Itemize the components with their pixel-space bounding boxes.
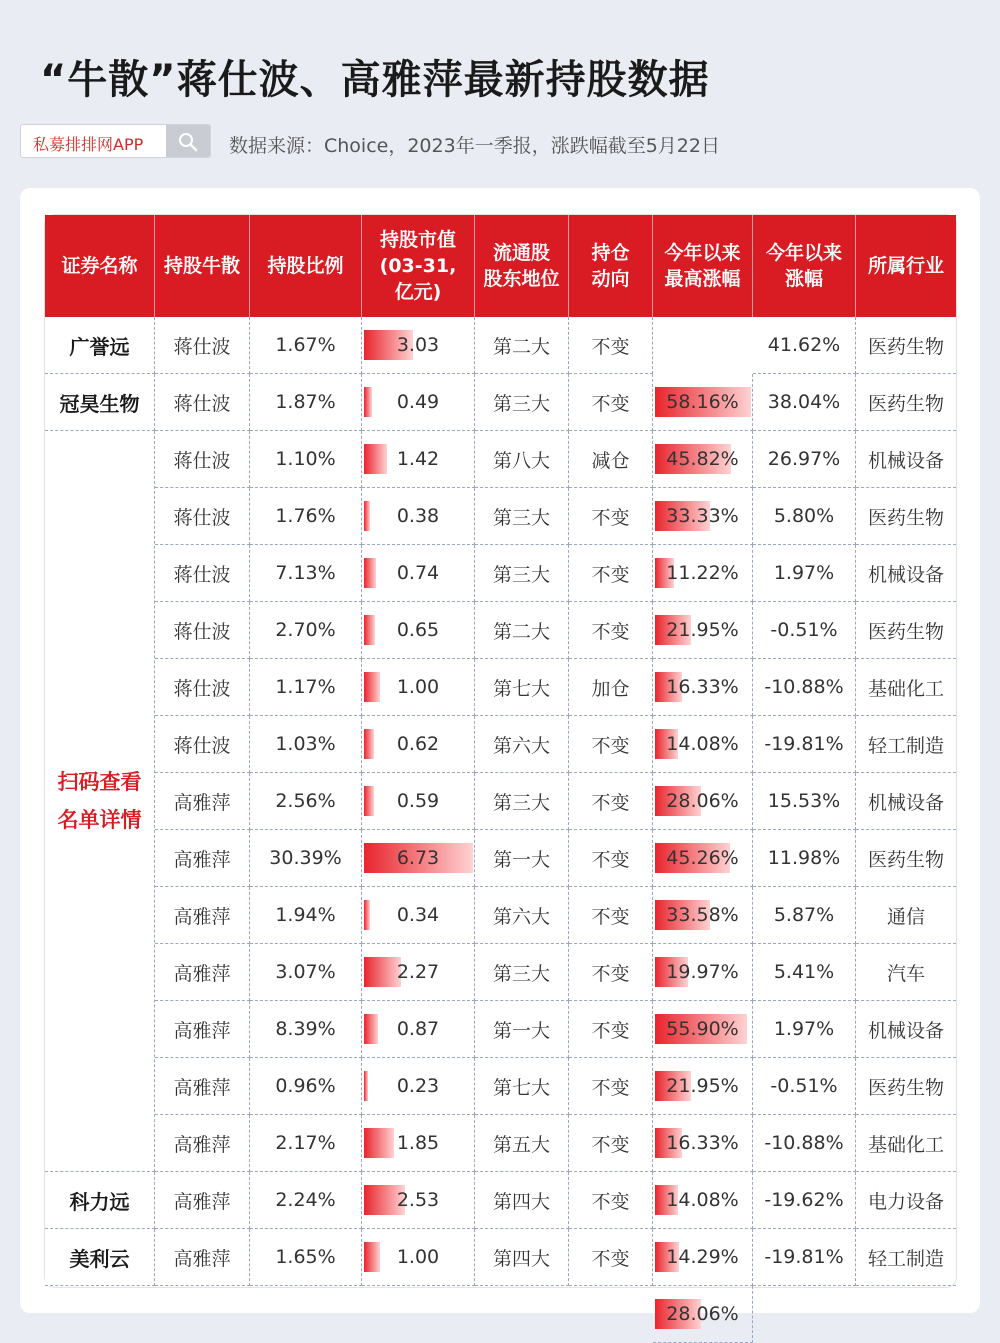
search-icon [178, 132, 198, 152]
holder-cell: 蒋仕波 [155, 374, 250, 431]
holder-rank-cell: 第三大 [475, 545, 569, 602]
holder-rank-cell: 第三大 [475, 944, 569, 1001]
holder-rank-cell: 第三大 [475, 374, 569, 431]
holder-rank-cell: 第四大 [475, 1172, 569, 1229]
max-gain-cell [653, 1286, 753, 1343]
ytd-gain-cell: -10.88% [753, 659, 856, 716]
market-value-bar [364, 1128, 394, 1158]
market-value-text: 6.73 [396, 847, 440, 869]
scan-code-prompt[interactable] [45, 431, 155, 1172]
market-value-cell [362, 1229, 475, 1286]
position-direction-cell: 不变 [569, 944, 653, 1001]
data-source-note: 数据来源：Choice，2023年一季报，涨跌幅截至5月22日 [229, 135, 720, 157]
holding-ratio-cell: 30.39% [250, 830, 362, 887]
max-gain-text: 19.97% [666, 961, 739, 983]
industry-cell: 汽车 [856, 944, 956, 1001]
holder-rank-cell: 第一大 [475, 830, 569, 887]
market-value-cell [362, 1058, 475, 1115]
ytd-gain-cell: 38.04% [753, 374, 856, 431]
industry-cell: 医药生物 [856, 317, 956, 374]
max-gain-text: 14.29% [666, 1246, 739, 1268]
holder-cell: 高雅萍 [155, 944, 250, 1001]
holding-ratio-cell: 3.07% [250, 944, 362, 1001]
header-max-gain: 今年以来 最高涨幅 [653, 215, 753, 317]
ytd-gain-cell: 15.53% [753, 773, 856, 830]
max-gain-text: 33.58% [666, 904, 739, 926]
header-holder: 持股牛散 [155, 215, 250, 317]
header-market-value: 持股市值 (03-31, 亿元) [362, 215, 475, 317]
market-value-text: 1.00 [396, 676, 440, 698]
ytd-gain-cell: -0.51% [753, 602, 856, 659]
position-direction-cell: 不变 [569, 602, 653, 659]
holder-cell: 蒋仕波 [155, 545, 250, 602]
ytd-gain-cell: 41.62% [753, 317, 856, 374]
position-direction-cell: 不变 [569, 716, 653, 773]
ytd-gain-cell: 5.80% [753, 488, 856, 545]
industry-cell: 医药生物 [856, 488, 956, 545]
market-value-cell [362, 545, 475, 602]
ytd-gain-cell: -10.88% [753, 1115, 856, 1172]
industry-cell: 机械设备 [856, 545, 956, 602]
ytd-gain-cell: 11.98% [753, 830, 856, 887]
security-name-cell: 冠昊生物 [45, 374, 155, 431]
holder-rank-cell: 第五大 [475, 1115, 569, 1172]
position-direction-cell: 不变 [569, 830, 653, 887]
industry-cell: 轻工制造 [856, 716, 956, 773]
ytd-gain-cell: 5.41% [753, 944, 856, 1001]
ytd-gain-cell: 5.87% [753, 887, 856, 944]
holder-cell: 蒋仕波 [155, 602, 250, 659]
market-value-text: 0.87 [396, 1018, 440, 1040]
market-value-cell [362, 317, 475, 374]
holder-cell: 蒋仕波 [155, 659, 250, 716]
market-value-cell [362, 944, 475, 1001]
holder-cell: 蒋仕波 [155, 488, 250, 545]
position-direction-cell: 不变 [569, 488, 653, 545]
position-direction-cell: 不变 [569, 1172, 653, 1229]
industry-cell: 基础化工 [856, 659, 956, 716]
max-gain-text: 14.08% [666, 733, 739, 755]
max-gain-text: 21.95% [666, 619, 739, 641]
position-direction-cell: 不变 [569, 317, 653, 374]
header-security-name: 证券名称 [45, 215, 155, 317]
market-value-bar [364, 615, 375, 645]
holder-cell: 高雅萍 [155, 1229, 250, 1286]
position-direction-cell: 加仓 [569, 659, 653, 716]
holder-rank-cell: 第八大 [475, 431, 569, 488]
position-direction-cell: 减仓 [569, 431, 653, 488]
max-gain-text: 45.26% [666, 847, 739, 869]
industry-cell: 机械设备 [856, 773, 956, 830]
ytd-gain-cell: 1.97% [753, 1001, 856, 1058]
ytd-gain-cell: -0.51% [753, 1058, 856, 1115]
market-value-bar [364, 1014, 378, 1044]
market-value-text: 0.74 [396, 562, 440, 584]
position-direction-cell: 不变 [569, 1115, 653, 1172]
holder-cell: 蒋仕波 [155, 716, 250, 773]
ytd-gain-cell: -19.81% [753, 716, 856, 773]
holding-ratio-cell: 1.67% [250, 317, 362, 374]
industry-cell: 电力设备 [856, 1172, 956, 1229]
market-value-text: 2.27 [396, 961, 440, 983]
industry-cell: 医药生物 [856, 602, 956, 659]
market-value-bar [364, 900, 370, 930]
industry-cell: 机械设备 [856, 431, 956, 488]
holding-ratio-cell: 1.65% [250, 1229, 362, 1286]
market-value-bar [364, 558, 376, 588]
holding-ratio-cell: 0.96% [250, 1058, 362, 1115]
holder-cell: 高雅萍 [155, 1058, 250, 1115]
header-industry: 所属行业 [867, 255, 944, 277]
holder-rank-cell: 第二大 [475, 602, 569, 659]
holding-ratio-cell: 2.70% [250, 602, 362, 659]
search-button[interactable] [166, 125, 210, 157]
position-direction-cell: 不变 [569, 887, 653, 944]
market-value-cell [362, 659, 475, 716]
holdings-table [45, 215, 956, 1325]
industry-cell: 医药生物 [856, 1058, 956, 1115]
security-name-cell: 科力远 [45, 1172, 155, 1229]
holder-cell: 高雅萍 [155, 887, 250, 944]
holder-cell: 蒋仕波 [155, 317, 250, 374]
holder-rank-cell: 第二大 [475, 317, 569, 374]
market-value-text: 1.42 [396, 448, 440, 470]
market-value-text: 1.85 [396, 1132, 440, 1154]
holder-cell: 高雅萍 [155, 773, 250, 830]
market-value-text: 1.00 [396, 1246, 440, 1268]
market-value-cell [362, 716, 475, 773]
holder-cell: 高雅萍 [155, 1001, 250, 1058]
industry-cell: 通信 [856, 887, 956, 944]
market-value-bar [364, 729, 374, 759]
holder-rank-cell: 第三大 [475, 773, 569, 830]
market-value-bar [364, 672, 380, 702]
industry-cell: 机械设备 [856, 1001, 956, 1058]
brand-search-box[interactable] [20, 124, 211, 158]
max-gain-text: 28.06% [666, 1303, 739, 1325]
position-direction-cell: 不变 [569, 773, 653, 830]
table-row [45, 1229, 956, 1325]
market-value-bar [364, 387, 372, 417]
header-position-direction: 持仓 动向 [569, 215, 653, 317]
market-value-text: 2.53 [396, 1189, 440, 1211]
market-value-text: 0.38 [396, 505, 440, 527]
holding-ratio-cell: 8.39% [250, 1001, 362, 1058]
market-value-cell [362, 602, 475, 659]
ytd-gain-cell: 26.97% [753, 431, 856, 488]
market-value-cell [362, 1115, 475, 1172]
holder-rank-cell: 第四大 [475, 1229, 569, 1286]
holding-ratio-cell: 7.13% [250, 545, 362, 602]
market-value-cell [362, 887, 475, 944]
market-value-text: 0.62 [396, 733, 440, 755]
market-value-cell [362, 374, 475, 431]
holder-rank-cell: 第七大 [475, 659, 569, 716]
market-value-cell [362, 830, 475, 887]
table-header [45, 215, 956, 317]
holding-ratio-cell: 1.87% [250, 374, 362, 431]
market-value-bar [364, 501, 370, 531]
market-value-text: 0.49 [396, 391, 440, 413]
position-direction-cell: 不变 [569, 545, 653, 602]
holding-ratio-cell: 1.10% [250, 431, 362, 488]
position-direction-cell: 不变 [569, 1229, 653, 1286]
market-value-text: 0.34 [396, 904, 440, 926]
max-gain-text: 11.22% [666, 562, 739, 584]
holder-rank-cell: 第六大 [475, 716, 569, 773]
market-value-text: 3.03 [396, 334, 440, 356]
holder-rank-cell: 第六大 [475, 887, 569, 944]
holder-rank-cell: 第一大 [475, 1001, 569, 1058]
position-direction-cell: 不变 [569, 374, 653, 431]
holding-ratio-cell: 1.03% [250, 716, 362, 773]
max-gain-text: 16.33% [666, 1132, 739, 1154]
industry-cell: 医药生物 [856, 830, 956, 887]
position-direction-cell: 不变 [569, 1058, 653, 1115]
holding-ratio-cell: 1.94% [250, 887, 362, 944]
ytd-gain-cell: 1.97% [753, 545, 856, 602]
industry-cell: 轻工制造 [856, 1229, 956, 1286]
max-gain-text: 58.16% [666, 391, 739, 413]
holding-ratio-cell: 2.56% [250, 773, 362, 830]
market-value-cell [362, 1001, 475, 1058]
max-gain-text: 14.08% [666, 1189, 739, 1211]
security-name-cell: 广誉远 [45, 317, 155, 374]
holder-cell: 高雅萍 [155, 830, 250, 887]
max-gain-text: 21.95% [666, 1075, 739, 1097]
position-direction-cell: 不变 [569, 1001, 653, 1058]
security-name-cell: 美利云 [45, 1229, 155, 1286]
industry-cell: 基础化工 [856, 1115, 956, 1172]
market-value-bar [364, 957, 401, 987]
max-gain-text: 55.90% [666, 1018, 739, 1040]
max-gain-text: 16.33% [666, 676, 739, 698]
page-title: “牛散”蒋仕波、高雅萍最新持股数据 [40, 57, 710, 103]
market-value-bar [364, 1071, 368, 1101]
market-value-text: 0.23 [396, 1075, 440, 1097]
holder-cell: 高雅萍 [155, 1172, 250, 1229]
market-value-text: 0.59 [396, 790, 440, 812]
market-value-cell [362, 431, 475, 488]
max-gain-text: 45.82% [666, 448, 739, 470]
holder-cell: 高雅萍 [155, 1115, 250, 1172]
header-ytd-gain: 今年以来 涨幅 [753, 215, 856, 317]
holding-ratio-cell: 2.24% [250, 1172, 362, 1229]
ytd-gain-cell: -19.62% [753, 1172, 856, 1229]
scan-code-line: 名单详情 [57, 808, 142, 832]
header-holder-rank: 流通股 股东地位 [475, 215, 569, 317]
industry-cell: 医药生物 [856, 374, 956, 431]
market-value-bar [364, 786, 374, 816]
holding-ratio-cell: 2.17% [250, 1115, 362, 1172]
market-value-cell [362, 488, 475, 545]
ytd-gain-cell: -19.81% [753, 1229, 856, 1286]
brand-name: 私募排排网APP [33, 135, 144, 154]
market-value-cell [362, 1172, 475, 1229]
max-gain-text: 28.06% [666, 790, 739, 812]
market-value-text: 0.65 [396, 619, 440, 641]
holder-rank-cell: 第七大 [475, 1058, 569, 1115]
holder-rank-cell: 第三大 [475, 488, 569, 545]
scan-code-line: 扫码查看 [57, 770, 142, 794]
market-value-bar [364, 1242, 380, 1272]
holding-ratio-cell: 1.76% [250, 488, 362, 545]
market-value-bar [364, 444, 387, 474]
holder-cell: 蒋仕波 [155, 431, 250, 488]
max-gain-text: 33.33% [666, 505, 739, 527]
header-holding-ratio: 持股比例 [250, 215, 362, 317]
holding-ratio-cell: 1.17% [250, 659, 362, 716]
market-value-cell [362, 773, 475, 830]
